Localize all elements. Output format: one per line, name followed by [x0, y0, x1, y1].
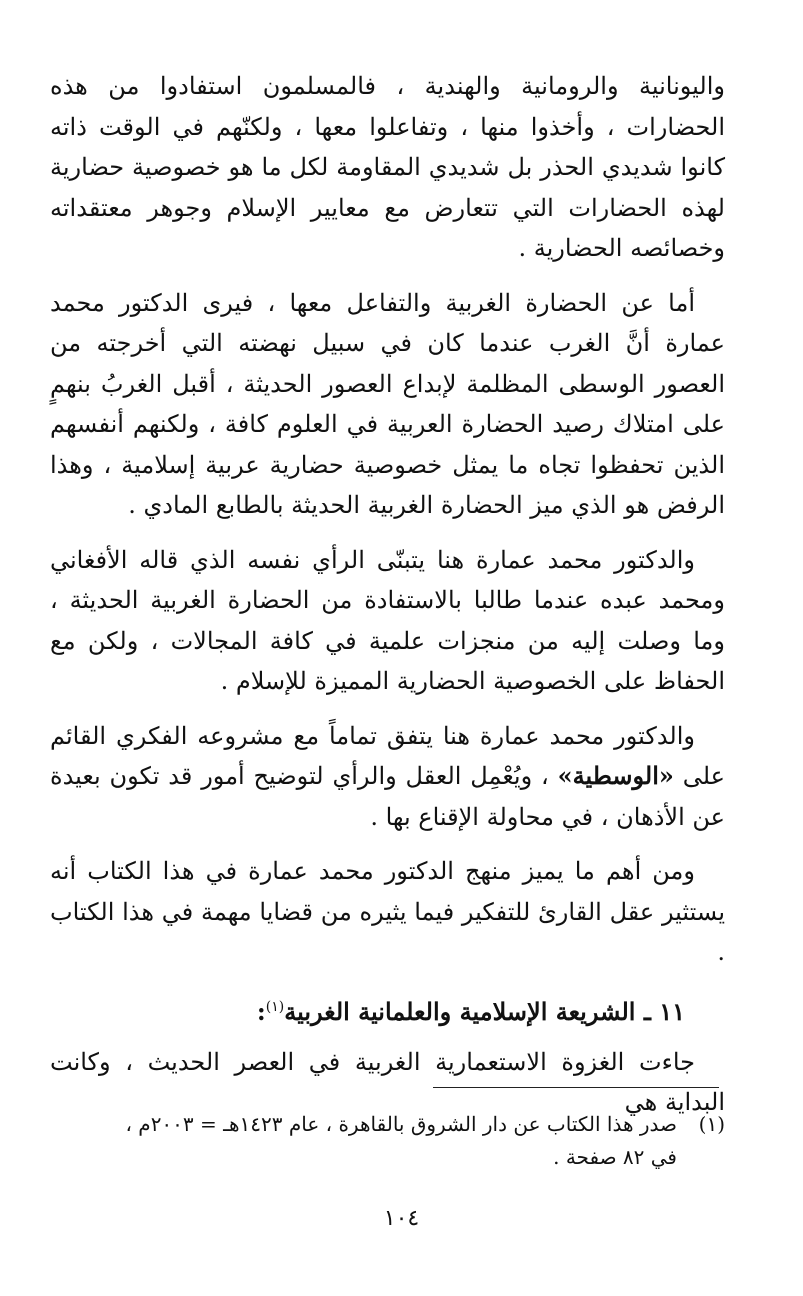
footnote-line-1 [50, 1108, 725, 1141]
paragraph-method: ومن أهم ما يميز منهج الدكتور محمد عمارة في هذا الكتاب أنه يستثير عقل القارئ للتفكير فيما يثيره من قضايا مهمة في هذا الكتاب . [50, 857, 725, 966]
paragraph-western-civilization: أما عن الحضارة الغربية والتفاعل معها ، فيرى الدكتور محمد عمارة أنَّ الغرب عندما كان في سبيل نهضته التي أخرجته من العصور الوسطى المظلمة لإبداع العصور الحديثة ، أقبل الغربُ بنهمٍ على امتلاك رصيد الحضارة العربية في العلوم كافة ، ولكنهم أنفسهم الذين تحفظوا تجاه ما يمثل خصوصية حضارية عربية إسلامية ، وهذا الرفض هو الذي ميز الحضارة الغربية الحديثة بالطابع المادي . [50, 288, 725, 519]
footnote [50, 1108, 725, 1174]
section-heading [50, 987, 725, 1032]
section-heading-text: ١١ ـ الشريعة الإسلامية والعلمانية الغربية [284, 996, 685, 1026]
paragraph-wasatiya [50, 716, 725, 838]
paragraph-civilizations: واليونانية والرومانية والهندية ، فالمسلمون استفادوا من هذه الحضارات ، وأخذوا منها ، وتفاعلوا معها ، ولكنّهم في الوقت ذاته كانوا شديدي الحذر بل شديدي المقاومة لكل ما هو خصوصية حضارية لهذه الحضارات التي تتعارض مع معايير الإسلام وجوهر معتقداته وخصائصه الحضارية . [50, 72, 725, 262]
wasatiya-before: والدكتور محمد عمارة هنا يتفق تماماً مع مشروعه الفكري القائم على [50, 721, 725, 790]
footnote-marker: (١) [265, 998, 285, 1015]
footnote-text-1: صدر هذا الكتاب عن دار الشروق بالقاهرة ، عام ١٤٢٣هـ = ٢٠٠٣م ، [125, 1112, 677, 1136]
wasatiya-after: ، ويُعْمِل العقل والرأي لتوضيح أمور قد تكون بعيدة عن الأذهان ، في محاولة الإقناع بها . [50, 762, 725, 831]
section-heading-colon: : [256, 996, 266, 1026]
paragraph-afghani-abduh: والدكتور محمد عمارة هنا يتبنّى الرأي نفسه الذي قاله الأفغاني ومحمد عبده عندما طالبا بالاستفادة من الحضارة الغربية الحديثة ، وما وصلت إليه من منجزات علمية في كافة المجالات ، ولكن مع الحفاظ على الخصوصية الحضارية المميزة للإسلام . [50, 545, 725, 695]
page-body [50, 66, 725, 1137]
footnote-line-2: في ٨٢ صفحة . [553, 1145, 677, 1169]
footnote-divider [433, 1087, 719, 1088]
wasatiya-term: «الوسطية» [557, 761, 674, 790]
page-number: ١٠٤ [383, 1206, 420, 1231]
footnote-number: (١) [698, 1112, 725, 1136]
paragraph-colonial: جاءت الغزوة الاستعمارية الغربية في العصر الحديث ، وكانت البداية هي [50, 1047, 725, 1116]
